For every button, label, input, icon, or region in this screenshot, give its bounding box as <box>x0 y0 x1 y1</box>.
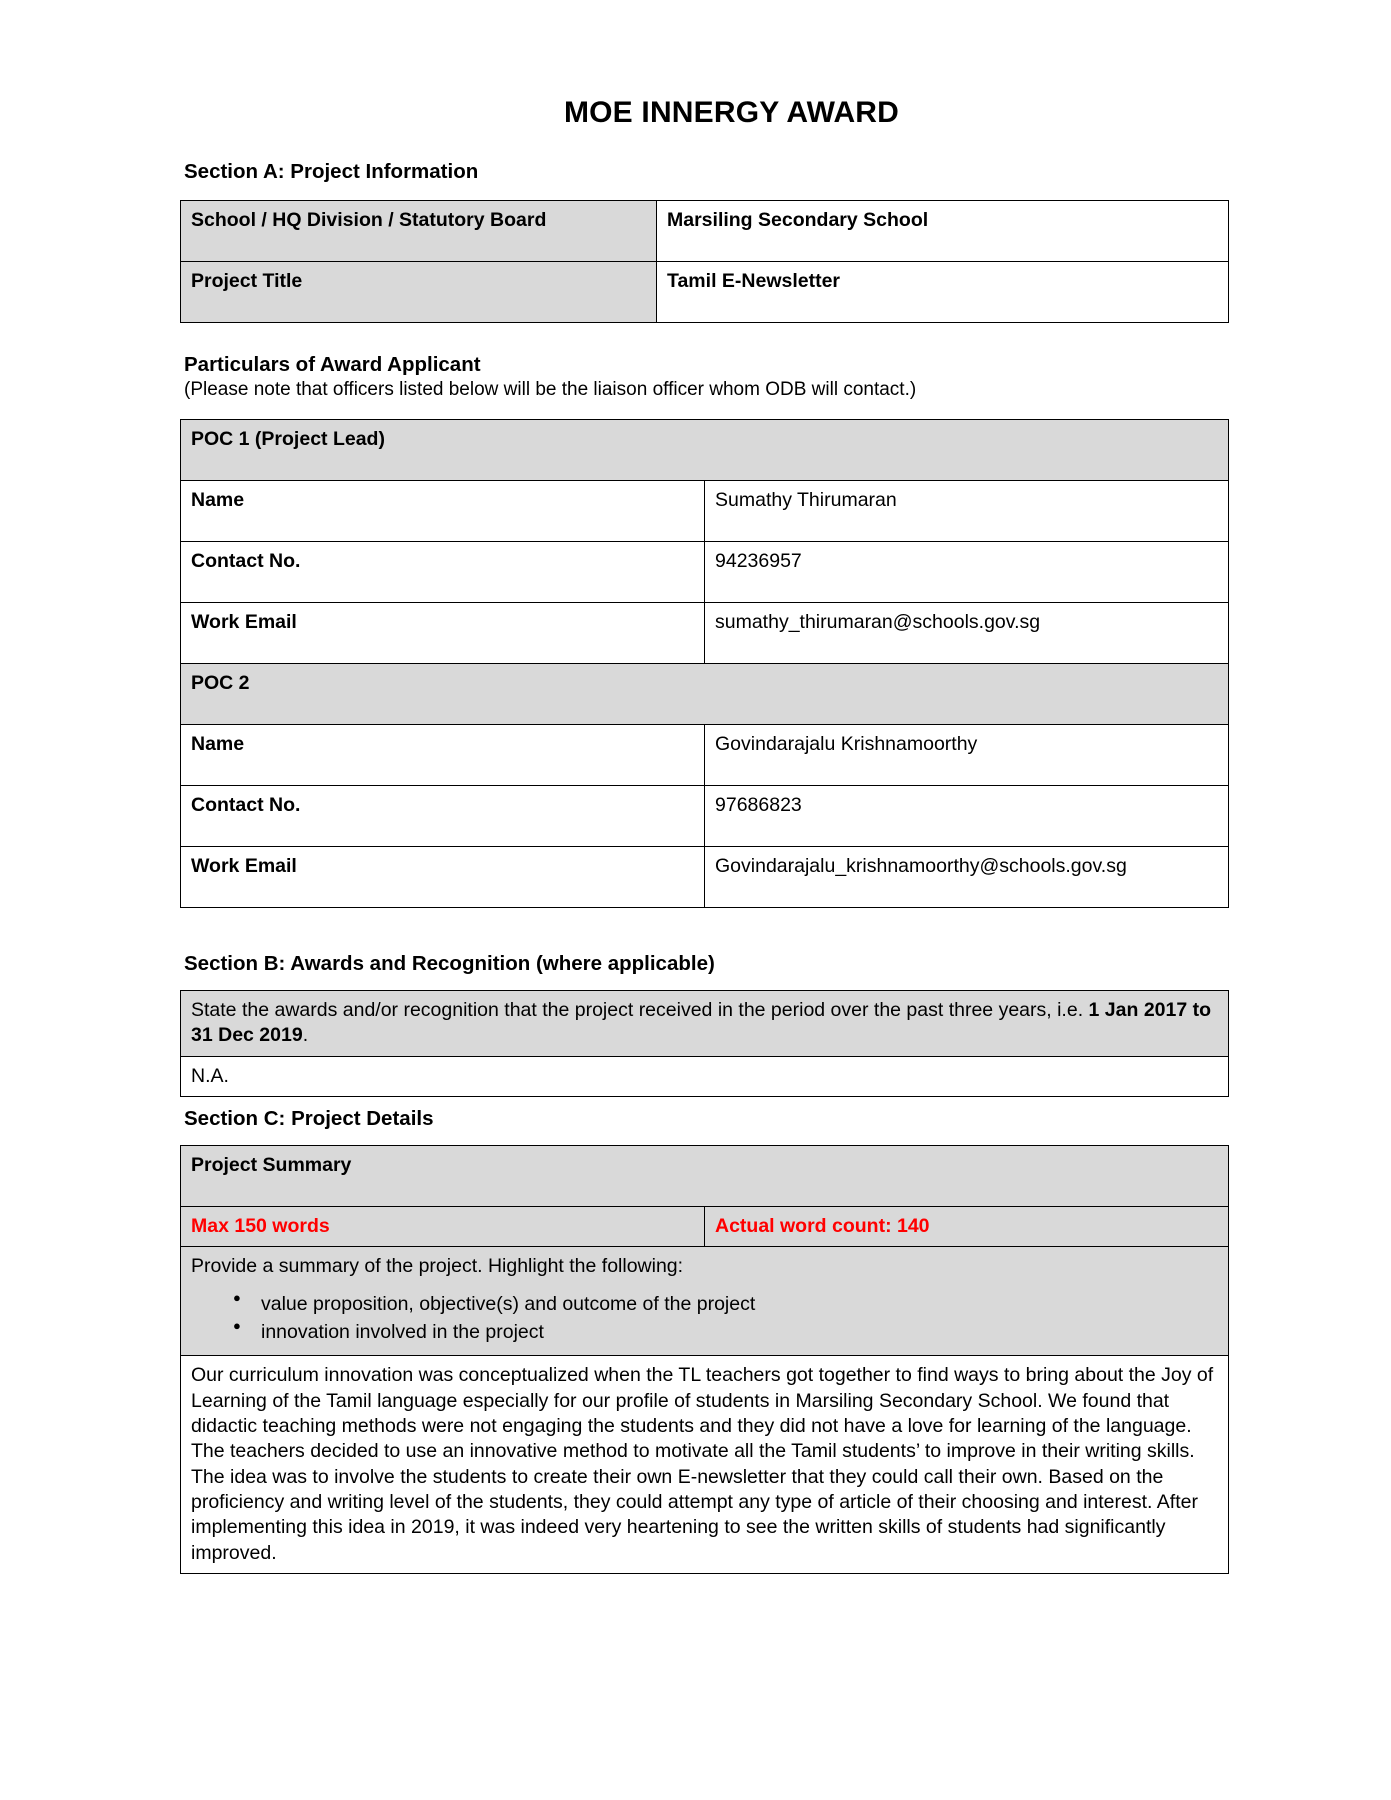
project-summary-text: Our curriculum innovation was conceptualized when the TL teachers got together to find ways to bring about the Joy of Learning of the Tamil language especially for our profile of students in Marsiling Secondary School. We found that didactic teaching methods were not engaging the students and they did not have a love for learning of the language. The teachers decided to use an innovative method to motivate all the Tamil students’ to improve in their writing skills. The idea was to involve the students to create their own E-newsletter that they could call their own. Based on the proficiency and writing level of the students, they could attempt any type of article of their choosing and interest. After implementing this idea in 2019, it was indeed very heartening to see the written skills of students had significantly improved. <box>181 1356 1229 1574</box>
summary-instruction: Provide a summary of the project. Highlight the following: <box>191 1255 684 1278</box>
poc1-header: POC 1 (Project Lead) <box>181 420 1229 481</box>
particulars-heading: Particulars of Award Applicant <box>184 353 481 376</box>
project-title-value: Tamil E-Newsletter <box>657 262 1229 323</box>
poc1-email-label: Work Email <box>181 603 705 664</box>
table-row <box>181 1247 1229 1356</box>
spacer <box>182 908 1231 952</box>
table-row <box>181 603 1229 664</box>
poc1-name-label: Name <box>181 481 705 542</box>
section-c-heading: Section C: Project Details <box>184 1107 434 1131</box>
poc-table <box>180 419 1229 908</box>
list-item: ● innovation involved in the project <box>259 1318 1218 1346</box>
table-row <box>181 786 1229 847</box>
table-row <box>181 201 1229 262</box>
table-row <box>181 664 1229 725</box>
section-b-heading: Section B: Awards and Recognition (where applicable) <box>184 952 715 975</box>
summary-bullet-list <box>191 1290 1218 1347</box>
table-row <box>181 1356 1229 1574</box>
table-row <box>181 420 1229 481</box>
awards-prompt-period: 1 Jan 2017 to 31 Dec 2019 <box>191 999 1212 1047</box>
awards-answer: N.A. <box>181 1056 1229 1096</box>
poc2-header: POC 2 <box>181 664 1229 725</box>
poc2-email-value: Govindarajalu_krishnamoorthy@schools.gov.sg <box>705 847 1229 908</box>
particulars-note: (Please note that officers listed below will be the liaison officer whom ODB will contact.) <box>184 379 917 400</box>
list-item: ● value proposition, objective(s) and outcome of the project <box>259 1290 1218 1318</box>
table-row <box>181 1146 1229 1207</box>
awards-table <box>180 990 1229 1097</box>
project-title-label: Project Title <box>181 262 657 323</box>
actual-word-count: Actual word count: 140 <box>705 1207 1229 1247</box>
table-row <box>181 262 1229 323</box>
poc1-email-value: sumathy_thirumaran@schools.gov.sg <box>705 603 1229 664</box>
awards-prompt-cell <box>181 991 1229 1057</box>
summary-instruction-cell <box>181 1247 1229 1356</box>
project-summary-table <box>180 1145 1229 1574</box>
page-title: MOE INNERGY AWARD <box>563 96 900 129</box>
school-label: School / HQ Division / Statutory Board <box>181 201 657 262</box>
table-row <box>181 1207 1229 1247</box>
awards-prompt-text-1: State the awards and/or recognition that the project received in the period over the past three years, i.e. <box>191 999 1089 1021</box>
poc2-name-value: Govindarajalu Krishnamoorthy <box>705 725 1229 786</box>
poc2-name-label: Name <box>181 725 705 786</box>
poc2-contact-label: Contact No. <box>181 786 705 847</box>
table-row <box>181 847 1229 908</box>
table-row <box>181 542 1229 603</box>
poc2-contact-value: 97686823 <box>705 786 1229 847</box>
poc1-name-value: Sumathy Thirumaran <box>705 481 1229 542</box>
table-row <box>181 1056 1229 1096</box>
max-words-label: Max 150 words <box>181 1207 705 1247</box>
poc1-contact-value: 94236957 <box>705 542 1229 603</box>
poc1-contact-label: Contact No. <box>181 542 705 603</box>
project-summary-header: Project Summary <box>181 1146 1229 1207</box>
table-row <box>181 481 1229 542</box>
table-row <box>181 725 1229 786</box>
section-a-heading: Section A: Project Information <box>184 160 479 183</box>
school-value: Marsiling Secondary School <box>657 201 1229 262</box>
awards-prompt-text-2: . <box>302 1024 309 1047</box>
spacer <box>182 323 1231 353</box>
table-row <box>181 991 1229 1057</box>
poc2-email-label: Work Email <box>181 847 705 908</box>
project-information-table <box>180 200 1229 323</box>
